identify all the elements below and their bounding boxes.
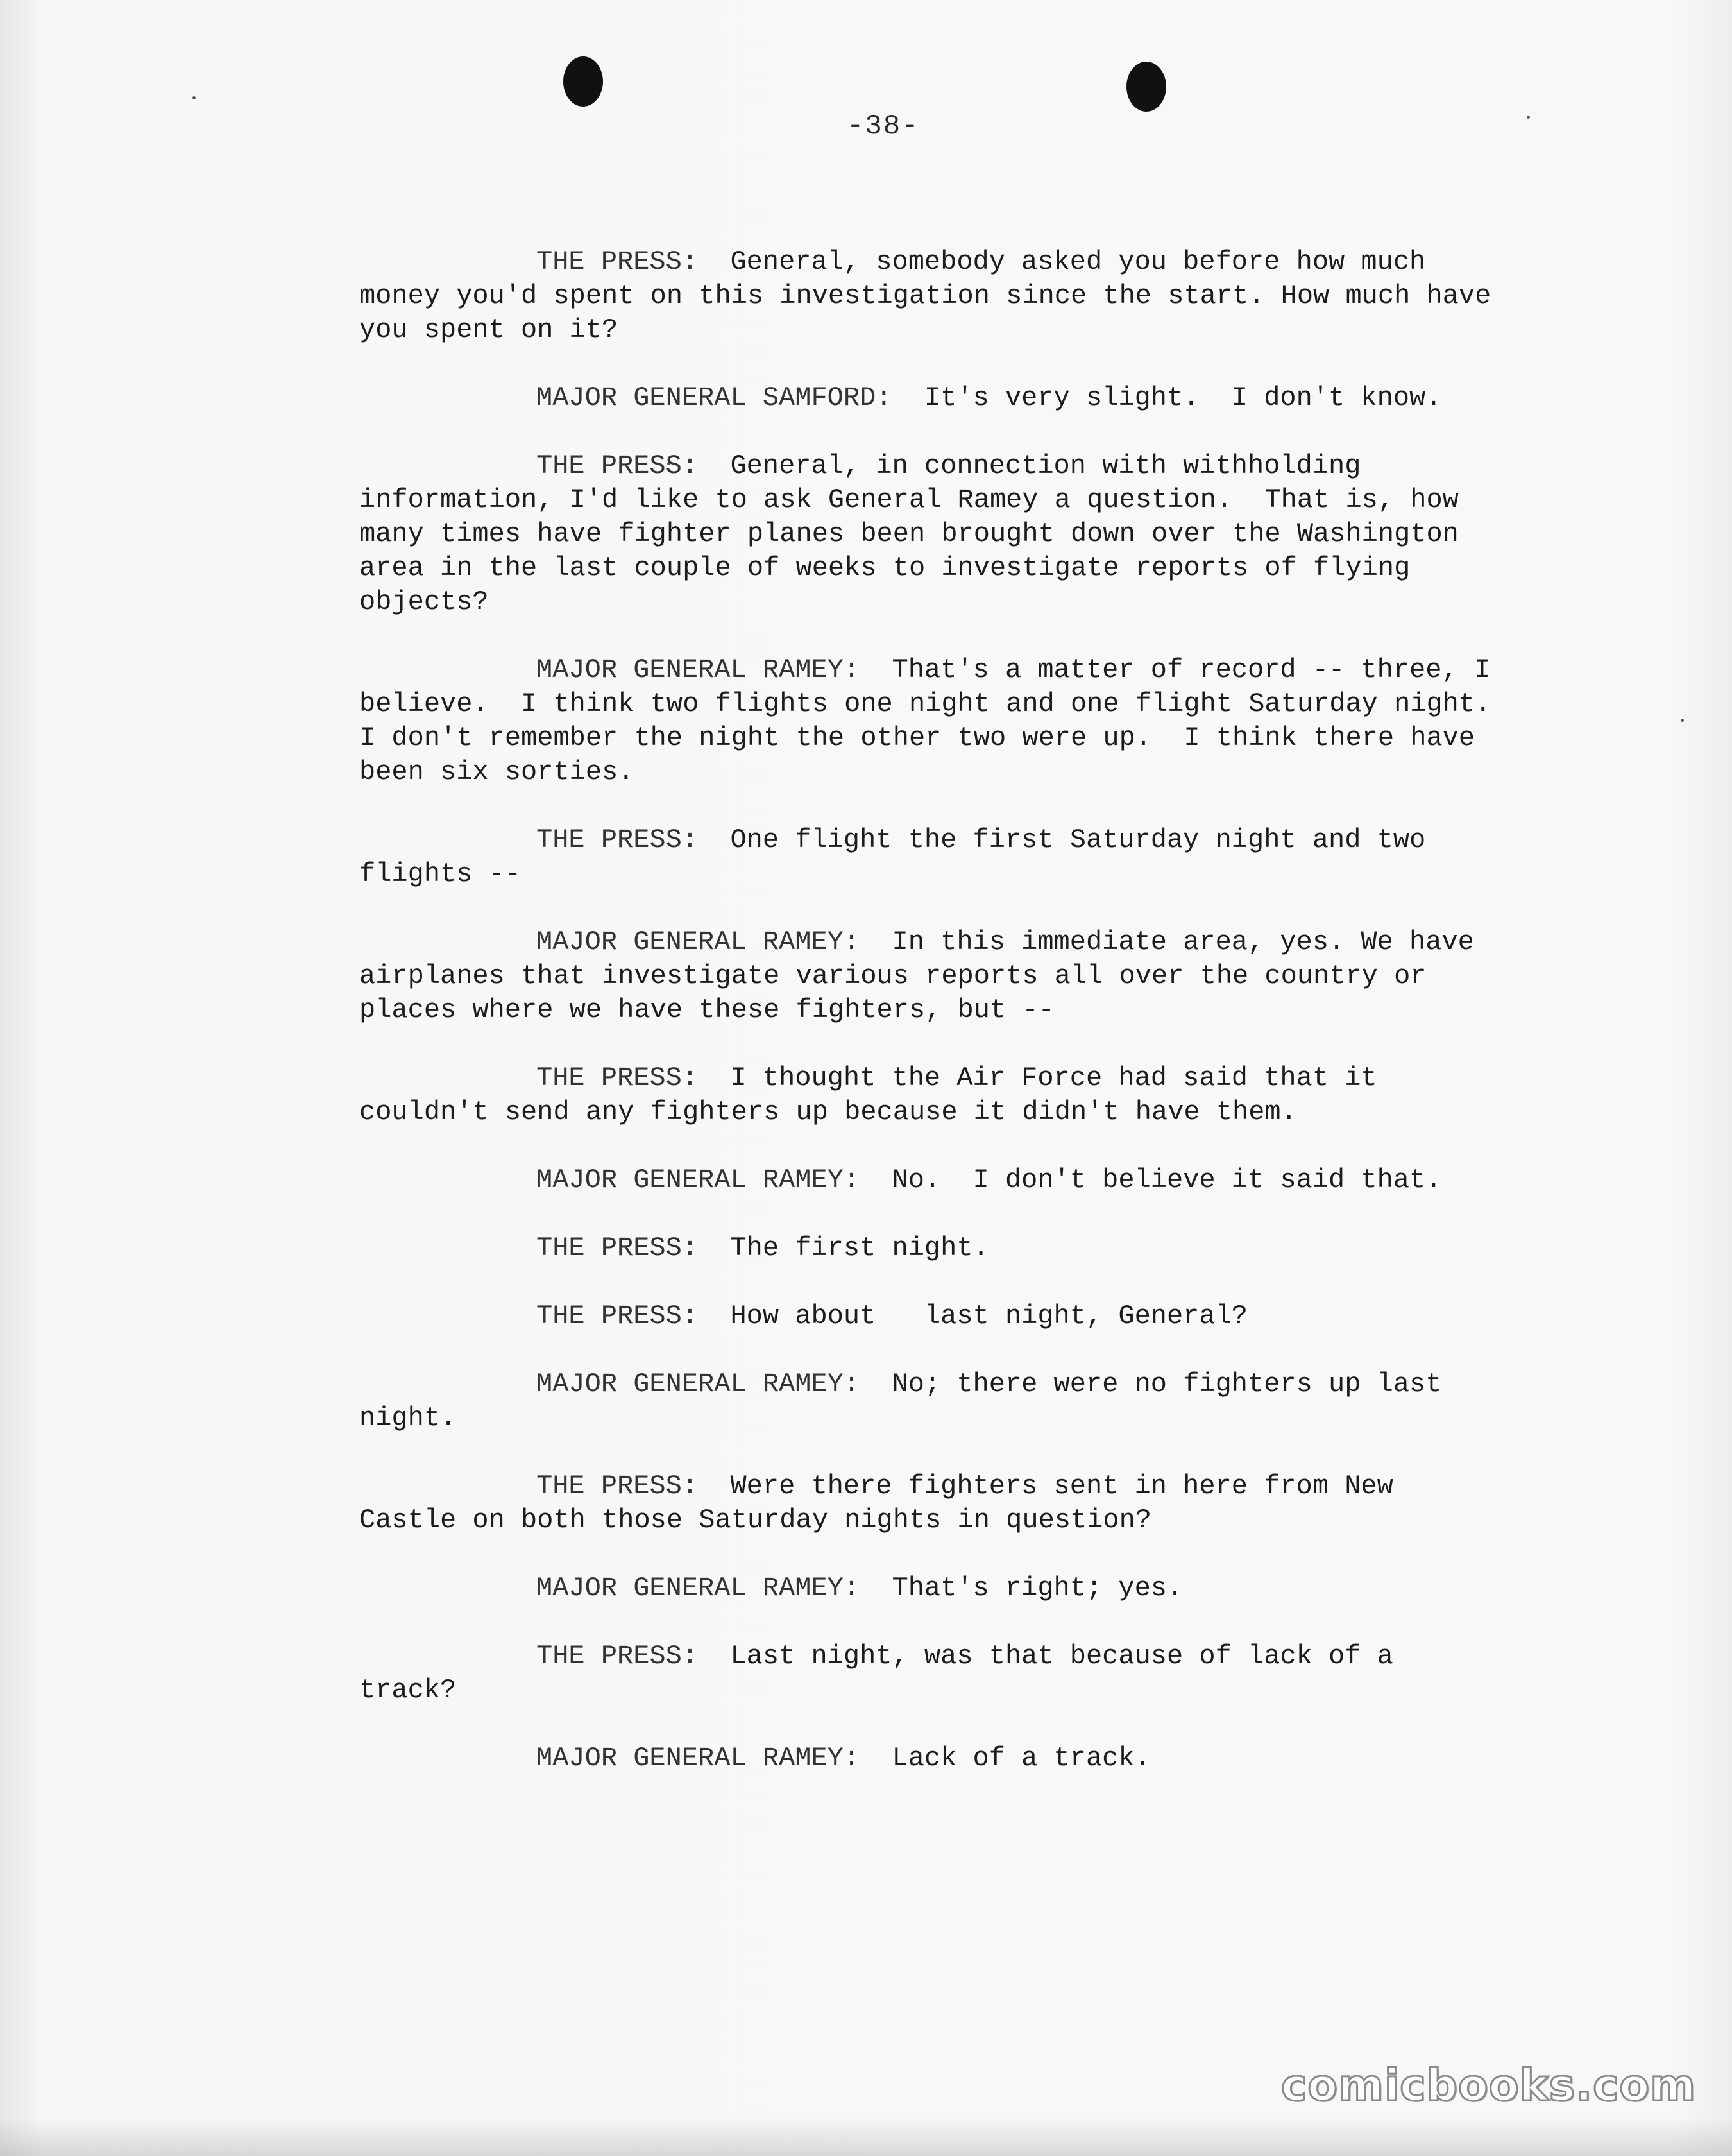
speech-text: Were there fighters sent in here from New Castle on both those Saturday nights in question? [359, 1471, 1410, 1536]
scan-speck [1681, 719, 1684, 722]
speaker-label: THE PRESS: [536, 1233, 699, 1263]
speech-text: General, in connection with withholding information, I'd like to ask General Ramey a question. That is, how many times have fighter planes been brought down over the Washington area in the last couple of weeks to investigate reports of flying objects? [359, 450, 1475, 617]
speech-text: The first night. [730, 1233, 989, 1263]
speaker-label: MAJOR GENERAL RAMEY: [536, 654, 860, 685]
speech-text: How about last night, General? [730, 1301, 1248, 1331]
speech-text: General, somebody asked you before how much money you'd spent on this investigation since the start. How much have you spent on it? [359, 246, 1507, 345]
punch-hole-right [1126, 62, 1166, 112]
transcript-exchange [359, 1741, 1501, 1775]
speaker-label: MAJOR GENERAL RAMEY: [536, 927, 860, 957]
transcript-exchange [359, 1639, 1501, 1707]
punch-hole-left [563, 56, 603, 107]
speech-text: No; there were no fighters up last night. [359, 1369, 1458, 1433]
speech-text: It's very slight. I don't know. [924, 382, 1442, 413]
speech-text: Lack of a track. [892, 1743, 1151, 1774]
speech-text: I thought the Air Force had said that it couldn't send any fighters up because it didn't have them. [359, 1063, 1393, 1127]
speaker-label: MAJOR GENERAL RAMEY: [536, 1573, 860, 1604]
speaker-label: THE PRESS: [536, 1063, 699, 1093]
speaker-label: MAJOR GENERAL SAMFORD: [536, 382, 892, 413]
watermark-text: comicbooks.com [1280, 2060, 1696, 2111]
transcript-exchange [359, 245, 1507, 347]
transcript-exchange [359, 381, 1501, 415]
speaker-label: THE PRESS: [536, 1301, 699, 1331]
transcript-exchange [359, 653, 1524, 789]
speaker-label: THE PRESS: [536, 450, 699, 481]
transcript-exchange [359, 1299, 1501, 1333]
speaker-label: MAJOR GENERAL RAMEY: [536, 1369, 860, 1399]
speaker-label: THE PRESS: [536, 1641, 699, 1672]
scan-speck [1527, 116, 1530, 119]
transcript-exchange [359, 1061, 1501, 1129]
transcript-exchange [359, 1571, 1501, 1605]
speech-text: One flight the first Saturday night and two flights -- [359, 825, 1442, 889]
speech-text: That's right; yes. [892, 1573, 1184, 1604]
speaker-label: MAJOR GENERAL RAMEY: [536, 1165, 860, 1195]
speech-text: No. I don't believe it said that. [892, 1165, 1442, 1195]
speech-text: In this immediate area, yes. We have airplanes that investigate various reports all over the country or places where we have these fighters, but -- [359, 927, 1491, 1025]
transcript-exchange [359, 1231, 1501, 1265]
speaker-label: THE PRESS: [536, 1471, 699, 1502]
speech-text: That's a matter of record -- three, I believe. I think two flights one night and one flight Saturday night. I don't remember the night the other two were up. I think there have been six sorties. [359, 654, 1524, 787]
scan-edge-shadow [0, 2118, 1732, 2156]
page-number: -38- [847, 110, 920, 142]
transcript-exchange [359, 1367, 1501, 1435]
transcript-exchange [359, 1469, 1501, 1537]
transcript-exchange [359, 449, 1501, 619]
transcript-exchange [359, 823, 1501, 891]
speech-text: Last night, was that because of lack of a track? [359, 1641, 1410, 1706]
transcript-exchange [359, 1163, 1501, 1197]
transcript-exchange [359, 925, 1501, 1027]
transcript-body [359, 245, 1524, 1810]
speaker-label: MAJOR GENERAL RAMEY: [536, 1743, 860, 1774]
speaker-label: THE PRESS: [536, 246, 699, 277]
scan-speck [192, 96, 196, 99]
speaker-label: THE PRESS: [536, 825, 699, 855]
